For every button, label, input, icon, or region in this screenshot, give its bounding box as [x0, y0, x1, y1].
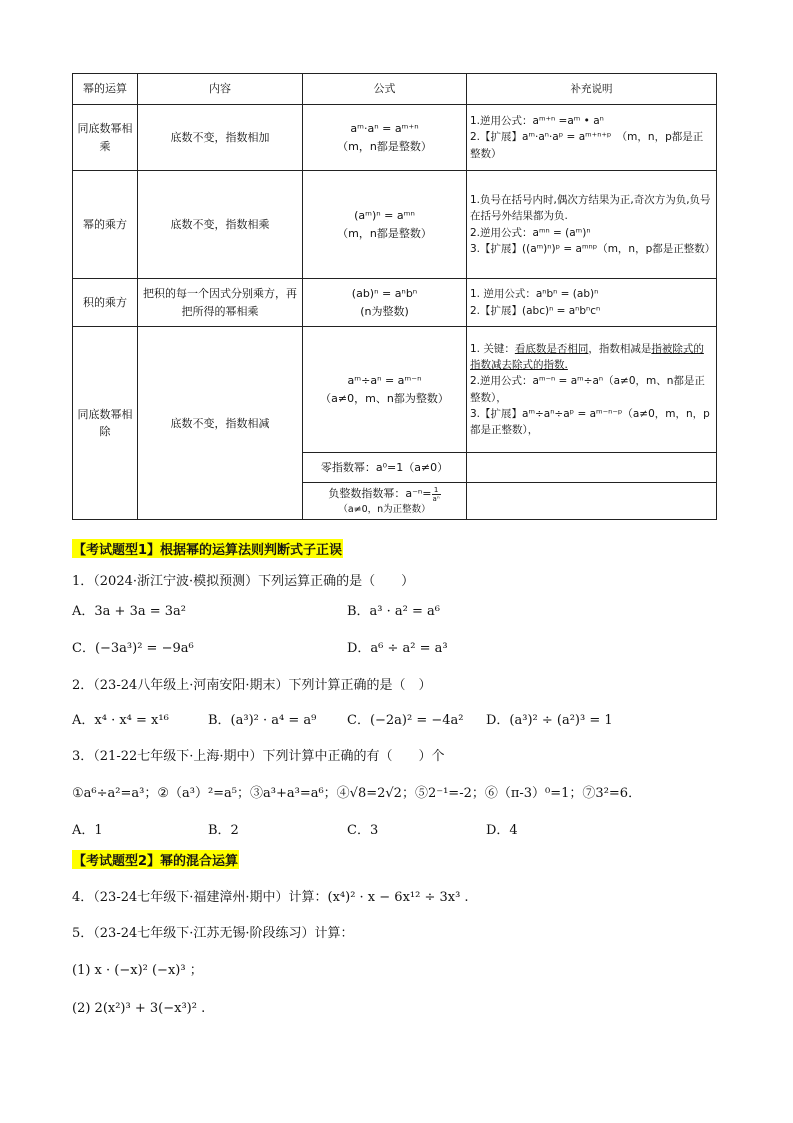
question-4: 4．（23-24七年级下·福建漳州·期中）计算：(x⁴)² · x − 6x¹² ÷ 3x³ . [72, 890, 469, 905]
row-name: 积的乘方 [73, 279, 138, 327]
negative-exponent-cell [303, 483, 467, 520]
fraction: $\frac{1}{\text{aⁿ}}$ [432, 485, 440, 503]
question-5-stem: 5．（23-24七年级下·江苏无锡·阶段练习）计算： [72, 926, 354, 941]
note-item: 2.【扩展】(abc)ⁿ = aⁿbⁿcⁿ [470, 304, 601, 317]
row-notes [467, 279, 717, 327]
q1-option-b: B．a³ · a² = a⁶ [347, 604, 440, 619]
question-2-stem: 2．（23-24八年级上·河南安阳·期末）下列计算正确的是（ ） [72, 678, 432, 693]
note-item: 3.【扩展】((aᵐ)ⁿ)ᵖ = aᵐⁿᵖ（m，n，p都是正整数） [470, 242, 716, 255]
table-row [73, 279, 717, 327]
q2-option-d: D．(a³)² ÷ (a²)³ = 1 [486, 713, 613, 728]
formula-main: (ab)ⁿ = aⁿbⁿ [351, 287, 418, 301]
row-formula [303, 279, 467, 327]
question-3-stem: 3．（21-22七年级下·上海·期中）下列计算中正确的有（ ）个 [72, 749, 445, 764]
note-item: 1.逆用公式：aᵐ⁺ⁿ =aᵐ • aⁿ [470, 115, 604, 128]
q3-option-c: C．3 [347, 823, 379, 838]
row-name: 同底数幂相除 [73, 327, 138, 520]
header-content: 内容 [138, 74, 303, 105]
row-notes [467, 105, 717, 171]
formula-condition: （a≠0，m、n都为整数） [320, 391, 449, 405]
row-content: 把积的每一个因式分别乘方，再把所得的幂相乘 [138, 279, 303, 327]
q3-option-b: B．2 [208, 823, 239, 838]
row-formula [303, 327, 467, 453]
row-formula [303, 171, 467, 279]
row-notes [467, 171, 717, 279]
underlined-text: 指被除式的指数减去除式的指数. [470, 342, 704, 371]
neg-exp-formula: 负整数指数幂：a⁻ⁿ= $\frac{1}{\text{aⁿ}}$ [328, 485, 440, 503]
q1-option-d: D．a⁶ ÷ a² = a³ [347, 641, 448, 656]
q3-option-d: D．4 [486, 823, 518, 838]
section-heading-2: 【考试题型2】幂的混合运算 [72, 850, 239, 869]
formula-condition: （m，n都是整数） [337, 139, 432, 153]
question-5-part-1: (1) x · (−x)² (−x)³ ； [72, 963, 203, 978]
empty-cell [467, 483, 717, 520]
row-content: 底数不变，指数相减 [138, 327, 303, 520]
row-name: 同底数幂相乘 [73, 105, 138, 171]
header-formula: 公式 [303, 74, 467, 105]
formula-condition: (n为整数) [360, 304, 409, 318]
q2-option-c: C．(−2a)² = −4a² [347, 713, 464, 728]
q2-option-a: A．x⁴ · x⁴ = x¹⁶ [72, 713, 169, 728]
section-heading-1: 【考试题型1】根据幂的运算法则判断式子正误 [72, 539, 343, 558]
formula-main: aᵐ÷aⁿ = aᵐ⁻ⁿ [347, 374, 422, 388]
header-operation: 幂的运算 [73, 74, 138, 105]
table-row [73, 171, 717, 279]
empty-cell [467, 453, 717, 483]
formula-main: (aᵐ)ⁿ = aᵐⁿ [354, 209, 415, 223]
q1-option-c: C．(−3a³)² = −9a⁶ [72, 641, 194, 656]
question-1-stem: 1．（2024·浙江宁波·模拟预测）下列运算正确的是（ ） [72, 574, 415, 589]
table-header-row [73, 74, 717, 105]
row-content: 底数不变，指数相乘 [138, 171, 303, 279]
question-5-part-2: (2) 2(x²)³ + 3(−x³)² . [72, 1001, 206, 1016]
question-3-items: ①a⁶÷a²=a³；②（a³）²=a⁵；③a³+a³=a⁶；④√8=2√2；⑤2⁻¹=-2；⑥（π-3）⁰=1；⑦3²=6． [72, 786, 642, 801]
header-notes: 补充说明 [467, 74, 717, 105]
row-formula [303, 105, 467, 171]
underlined-text: 看底数是否相同 [514, 342, 589, 355]
q1-option-a: A．3a + 3a = 3a² [72, 604, 186, 619]
note-item: 2.【扩展】aᵐ·aⁿ·aᵖ = aᵐ⁺ⁿ⁺ᵖ （m，n，p都是正整数） [470, 131, 704, 160]
formula-condition: （m，n都是整数） [337, 226, 432, 240]
note-item: 2.逆用公式：aᵐⁿ = (aᵐ)ⁿ [470, 226, 591, 239]
row-content: 底数不变，指数相加 [138, 105, 303, 171]
table-row [73, 327, 717, 453]
zero-exponent-cell: 零指数幂：a⁰=1（a≠0） [303, 453, 467, 483]
formula-main: aᵐ·aⁿ = aᵐ⁺ⁿ [350, 122, 419, 136]
note-item: 1. 逆用公式：aⁿbⁿ = (ab)ⁿ [470, 288, 599, 301]
note-item-key: 1. 关键：看底数是否相同，指数相减是指被除式的指数减去除式的指数. [470, 342, 704, 371]
note-item: 1.负号在括号内时,偶次方结果为正,奇次方为负,负号在括号外结果都为负. [470, 193, 711, 223]
exponent-rules-table [72, 73, 717, 520]
q2-option-b: B．(a³)² · a⁴ = a⁹ [208, 713, 317, 728]
q3-option-a: A．1 [72, 823, 103, 838]
row-notes [467, 327, 717, 453]
note-item: 3.【扩展】aᵐ÷aⁿ÷aᵖ = aᵐ⁻ⁿ⁻ᵖ（a≠0，m，n，p都是正整数）， [470, 407, 710, 437]
row-name: 幂的乘方 [73, 171, 138, 279]
neg-exp-condition: （a≠0，n为正整数） [338, 503, 431, 515]
table-row [73, 105, 717, 171]
note-item: 2.逆用公式：aᵐ⁻ⁿ = aᵐ÷aⁿ（a≠0，m、n都是正整数）， [470, 375, 705, 404]
